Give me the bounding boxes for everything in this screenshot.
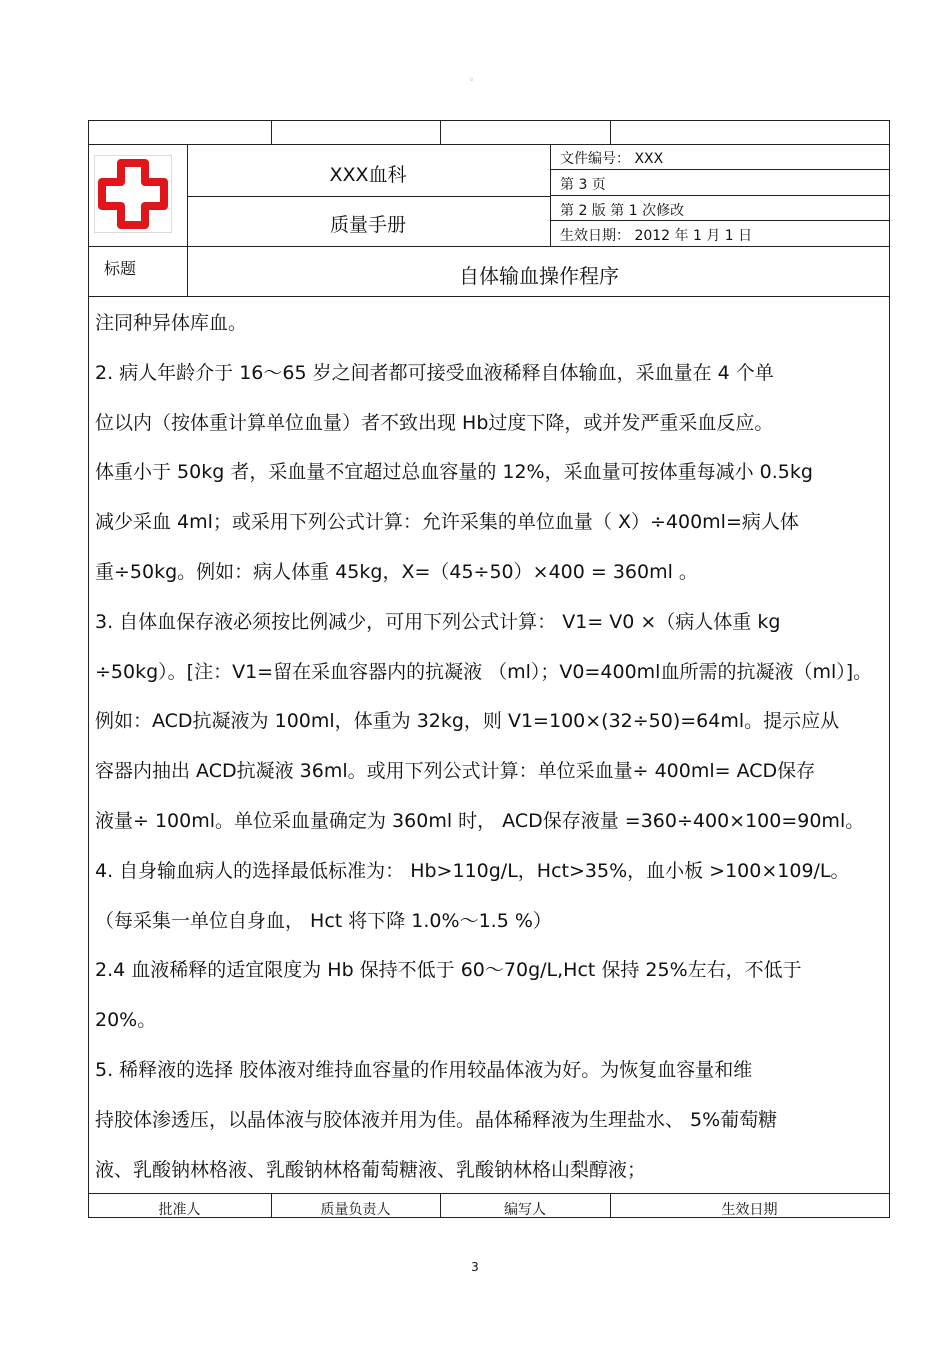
approver-label: 批准人 <box>158 1202 201 1218</box>
body-line: 5. 稀释液的选择 胶体液对维持血容量的作用较晶体液为好。为恢复血容量和维 <box>95 1058 753 1081</box>
body-line: 注同种异体库血。 <box>95 312 248 334</box>
body-line: 容器内抽出 ACD抗凝液 36ml。或用下列公式计算：单位采血量÷ 400ml= ACD保存 <box>95 760 816 783</box>
red-cross-icon <box>94 155 172 233</box>
body-line: 20%。 <box>95 1009 157 1032</box>
heading-label: 标题 <box>104 259 137 278</box>
body-line: 4. 自身输血病人的选择最低标准为： Hb>110g/L，Hct>35%，血小板 >100×109/L。 <box>95 859 850 882</box>
department-name: XXX血科 <box>329 164 407 186</box>
body-line: 重÷50kg。例如：病人体重 45kg，X=（45÷50）×400 = 360ml 。 <box>95 560 698 583</box>
body-line: 减少采血 4ml；或采用下列公式计算：允许采集的单位血量（ X）÷400ml=病人体 <box>95 511 799 534</box>
effective-date-label: 生效日期 <box>721 1202 778 1218</box>
body-line: 液、乳酸钠林格液、乳酸钠林格葡萄糖液、乳酸钠林格山梨醇液； <box>95 1158 647 1181</box>
quality-owner-label: 质量负责人 <box>320 1202 391 1218</box>
body-line: 3. 自体血保存液必须按比例减少，可用下列公式计算： V1= V0 ×（病人体重 kg <box>95 610 781 633</box>
body-line: ÷50kg）。[注：V1=留在采血容器内的抗凝液 （ml）；V0=400ml血所需的抗凝液（ml）]。 <box>95 660 873 683</box>
body-line: 液量÷ 100ml。单位采血量确定为 360ml 时， ACD保存液量 =360÷400×100=90ml。 <box>95 809 865 832</box>
page-number: 3 <box>471 1260 479 1274</box>
effective-date-info: 生效日期： 2012 年 1 月 1 日 <box>560 228 753 244</box>
edition-info: 第 2 版 第 1 次修改 <box>560 203 685 219</box>
body-line: 体重小于 50kg 者，采血量不宜超过总血容量的 12%，采血量可按体重每减小 0.5kg <box>95 461 813 484</box>
manual-name: 质量手册 <box>329 214 406 236</box>
body-line: 2.4 血液稀释的适宜限度为 Hb 保持不低于 60～70g/L,Hct 保持 25%左右，不低于 <box>95 959 802 982</box>
body-text <box>95 304 881 1200</box>
body-line: （每采集一单位自身血， Hct 将下降 1.0%～1.5 %） <box>95 909 552 932</box>
page-info: 第 3 页 <box>560 177 606 193</box>
body-line: 2. 病人年龄介于 16～65 岁之间者都可接受血液稀释自体输血，采血量在 4 个单 <box>95 361 774 384</box>
document-number: 文件编号： XXX <box>560 151 664 167</box>
document-title: 自体输血操作程序 <box>459 264 619 288</box>
body-line: 位以内（按体重计算单位血量）者不致出现 Hb过度下降，或并发严重采血反应。 <box>95 411 774 434</box>
author-label: 编写人 <box>504 1202 546 1218</box>
top-mark: 。 <box>470 73 480 83</box>
body-line: 持胶体渗透压，以晶体液与胶体液并用为佳。晶体稀释液为生理盐水、 5%葡萄糖 <box>95 1108 778 1131</box>
body-line: 例如：ACD抗凝液为 100ml，体重为 32kg，则 V1=100×(32÷50)=64ml。提示应从 <box>95 710 840 733</box>
